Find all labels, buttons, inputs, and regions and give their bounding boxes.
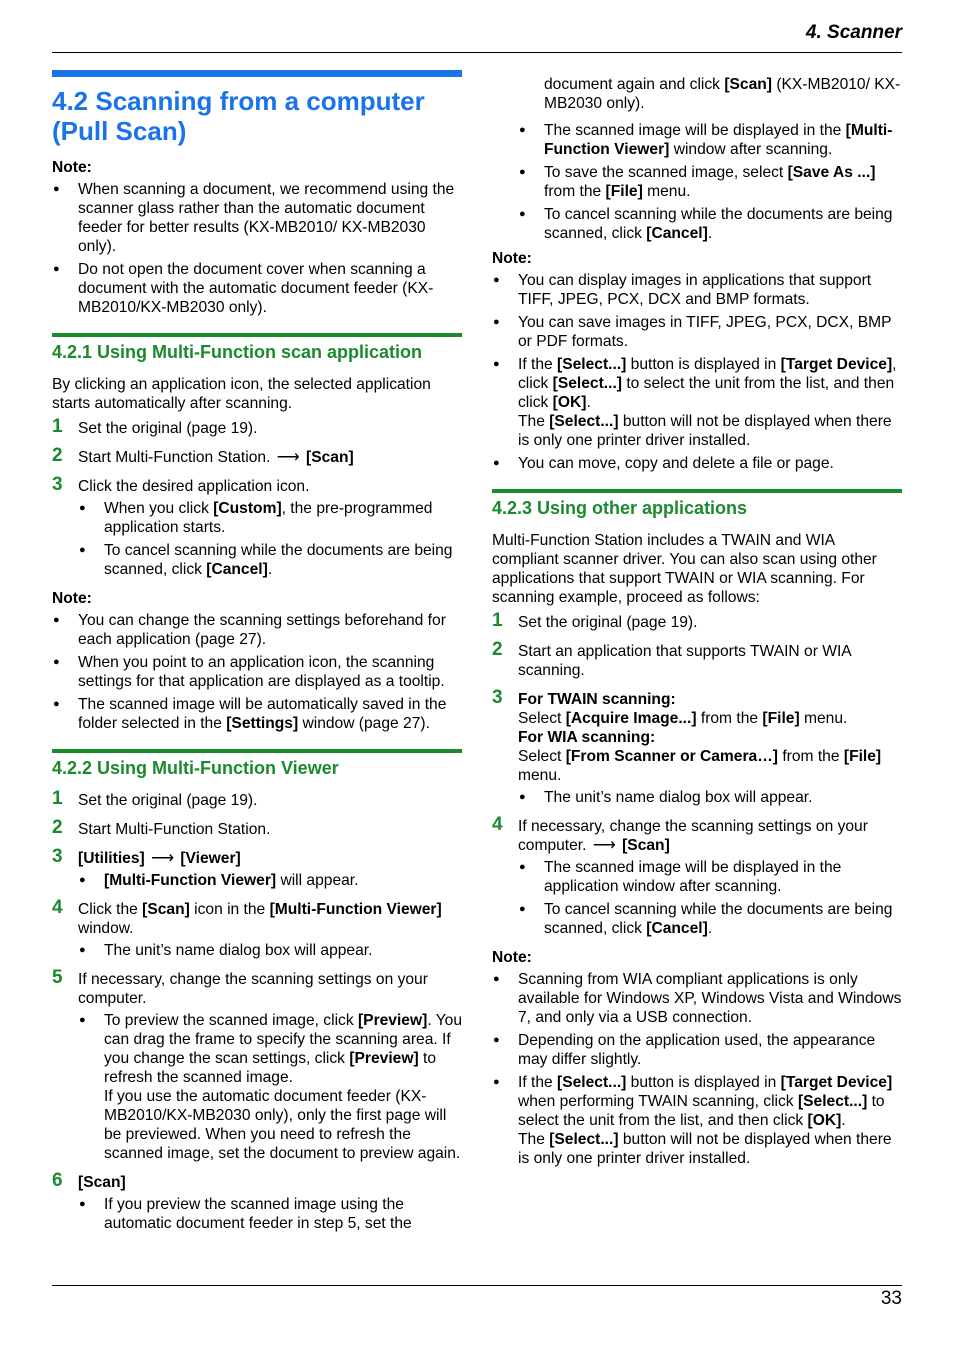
section-intro: Multi-Function Station includes a TWAIN and WIA compliant scanner driver. You can also scan using other applications that support TWAIN or WIA scanning. For scanning example, proceed as follows: — [492, 532, 877, 606]
note-label: Note: — [52, 159, 92, 176]
header-rule — [52, 52, 902, 53]
list-item: ● [Multi-Function Viewer] will appear. — [78, 871, 462, 890]
footer-rule — [52, 1285, 902, 1286]
continued-text: document again and click [Scan] (KX-MB2010/ KX-MB2030 only). — [544, 76, 901, 112]
left-column — [52, 70, 462, 1243]
section-heading-4-2-2: 4.2.2 Using Multi-Function Viewer — [52, 758, 339, 778]
step-number: 2 — [52, 445, 63, 466]
step-number: 5 — [52, 967, 63, 988]
note-label: Note: — [52, 590, 92, 607]
note-label: Note: — [492, 949, 532, 966]
step-number: 2 — [52, 817, 63, 838]
chapter-header: 4. Scanner — [805, 22, 902, 43]
note-list — [52, 611, 462, 733]
list-item: ● You can move, copy and delete a file or page. — [492, 454, 902, 473]
list-item: ● If the [Select...] button is displayed in [Target Device], click [Select...] to select the unit from the list, and then click [OK]. The [Select...] button will not be displayed when there is only one printer driver installed. — [492, 355, 902, 450]
step-item: 5 If necessary, change the scanning settings on your computer. ● To preview the scanned image, click [Preview]. You can drag the frame to specify the scanning area. If you change the scan settings, click [Preview] to refresh the scanned image. If you use the automatic document feeder (KX-MB2010/KX-MB2030 only), only the first page will be previewed. When you need to refresh the scanned image, set the document to preview again. — [52, 970, 462, 1163]
list-item: ● The unit’s name dialog box will appear. — [78, 941, 462, 960]
arrow-icon: ⟶ — [151, 850, 174, 867]
list-item: ● The unit’s name dialog box will appear. — [518, 788, 902, 807]
note-list — [52, 180, 462, 317]
step-number: 3 — [52, 846, 63, 867]
step-number: 3 — [52, 474, 63, 495]
step-item: 1 Set the original (page 19). — [492, 610, 698, 631]
page-number: 33 — [880, 1288, 902, 1309]
list-item: ● The scanned image will be automatically saved in the folder selected in the [Settings] window (page 27). — [52, 695, 462, 733]
list-item: ● When you click [Custom], the pre-programmed application starts. — [78, 499, 462, 537]
steps-list — [52, 788, 463, 1233]
step-item: 3 For TWAIN scanning: Select [Acquire Image...] from the [File] menu. For WIA scanning: Select [From Scanner or Camera…] from the [File] menu. ● The unit’s name dialog box will appear. — [492, 690, 902, 807]
step-item: 1 Set the original (page 19). — [52, 788, 258, 809]
arrow-icon: ⟶ — [276, 449, 300, 466]
list-item: ● The scanned image will be displayed in the application window after scanning. — [518, 858, 902, 896]
list-item: ● To cancel scanning while the documents are being scanned, click [Cancel]. — [518, 900, 902, 938]
steps-list — [492, 610, 902, 938]
title-bar — [52, 70, 462, 77]
sub-list — [78, 871, 462, 890]
step-number: 1 — [52, 416, 63, 437]
step-item: 4 Click the [Scan] icon in the [Multi-Function Viewer] window. ● The unit’s name dialog box will appear. — [52, 900, 462, 960]
section-heading-4-2-3: 4.2.3 Using other applications — [492, 498, 748, 518]
section-intro: By clicking an application icon, the selected application starts automatically after scanning. — [52, 376, 431, 412]
list-item: ● Do not open the document cover when scanning a document with the automatic document feeder (KX-MB2010/KX-MB2030 only). — [52, 260, 462, 317]
step-number: 3 — [492, 687, 503, 708]
step-item: 6 [Scan] ● If you preview the scanned image using the automatic document feeder in step 5, set the — [52, 1173, 462, 1233]
list-item: ● You can save images in TIFF, JPEG, PCX, DCX, BMP or PDF formats. — [492, 313, 902, 351]
sub-list — [518, 788, 902, 807]
step-number: 1 — [492, 610, 503, 631]
list-item: ● Depending on the application used, the appearance may differ slightly. — [492, 1031, 902, 1069]
step-number: 2 — [492, 639, 503, 660]
arrow-icon: ⟶ — [592, 837, 616, 854]
section-divider — [52, 333, 462, 341]
step-number: 6 — [52, 1170, 63, 1191]
section-heading-4-2-1: 4.2.1 Using Multi-Function scan application — [52, 342, 423, 362]
step-item: 3 [Utilities] ⟶ [Viewer] ● [Multi-Function Viewer] will appear. — [52, 849, 462, 890]
list-item: ● To cancel scanning while the documents are being scanned, click [Cancel]. — [518, 205, 902, 243]
list-item: ● The scanned image will be displayed in the [Multi-Function Viewer] window after scanning. — [518, 121, 902, 159]
sub-list — [518, 858, 902, 938]
note-list — [492, 271, 902, 473]
list-item: ● When you point to an application icon, the scanning settings for that application are displayed as a tooltip. — [52, 653, 462, 691]
sub-list — [78, 1011, 462, 1163]
step-item: 4 If necessary, change the scanning settings on your computer. ⟶ [Scan] ● The scanned image will be displayed in the application window after scanning. ● To cancel scanning while the documents are being scanned, click [Cancel]. — [492, 817, 902, 938]
step-item: 2 Start an application that supports TWAIN or WIA scanning. — [492, 639, 851, 679]
list-item: ● You can change the scanning settings beforehand for each application (page 27). — [52, 611, 462, 649]
list-item: ● To cancel scanning while the documents are being scanned, click [Cancel]. — [78, 541, 462, 579]
list-item: ● If the [Select...] button is displayed in [Target Device] when performing TWAIN scanning, click [Select...] to select the unit from the list, and then click [OK]. The [Select...] button will not be displayed when there is only one printer driver installed. — [492, 1073, 902, 1168]
step-item: 2 Start Multi-Function Station. ⟶ [Scan] — [52, 445, 354, 466]
note-list — [492, 970, 902, 1168]
sub-list — [78, 499, 462, 579]
note-label: Note: — [492, 250, 532, 267]
section-divider — [492, 489, 902, 497]
step-item: 1 Set the original (page 19). — [52, 416, 258, 437]
bullet-list — [518, 121, 902, 243]
page-title: 4.2 Scanning from a computer (Pull Scan) — [52, 86, 425, 146]
step-number: 4 — [52, 897, 63, 918]
section-divider — [52, 749, 462, 757]
step-item: 2 Start Multi-Function Station. — [52, 817, 271, 838]
list-item: ● If you preview the scanned image using the automatic document feeder in step 5, set the — [78, 1195, 462, 1233]
list-item: ● Scanning from WIA compliant applications is only available for Windows XP, Windows Vista and Windows 7, and only via a USB connection. — [492, 970, 902, 1027]
right-column — [492, 75, 902, 1172]
step-item: 3 Click the desired application icon. ● When you click [Custom], the pre-programmed application starts. ● To cancel scanning while the documents are being scanned, click [Cancel]. — [52, 477, 462, 579]
sub-list — [78, 1195, 462, 1233]
sub-list — [78, 941, 462, 960]
list-item: ● You can display images in applications that support TIFF, JPEG, PCX, DCX and BMP formats. — [492, 271, 902, 309]
step-number: 1 — [52, 788, 63, 809]
list-item: ● To save the scanned image, select [Save As ...] from the [File] menu. — [518, 163, 902, 201]
steps-list — [52, 416, 462, 579]
step-number: 4 — [492, 814, 503, 835]
list-item: ● When scanning a document, we recommend using the scanner glass rather than the automatic document feeder for better results (KX-MB2010/ KX-MB2030 only). — [52, 180, 462, 256]
list-item: ● To preview the scanned image, click [Preview]. You can drag the frame to specify the scanning area. If you change the scan settings, click [Preview] to refresh the scanned image. If you use the automatic document feeder (KX-MB2010/KX-MB2030 only), only the first page will be previewed. When you need to refresh the scanned image, set the document to preview again. — [78, 1011, 462, 1163]
